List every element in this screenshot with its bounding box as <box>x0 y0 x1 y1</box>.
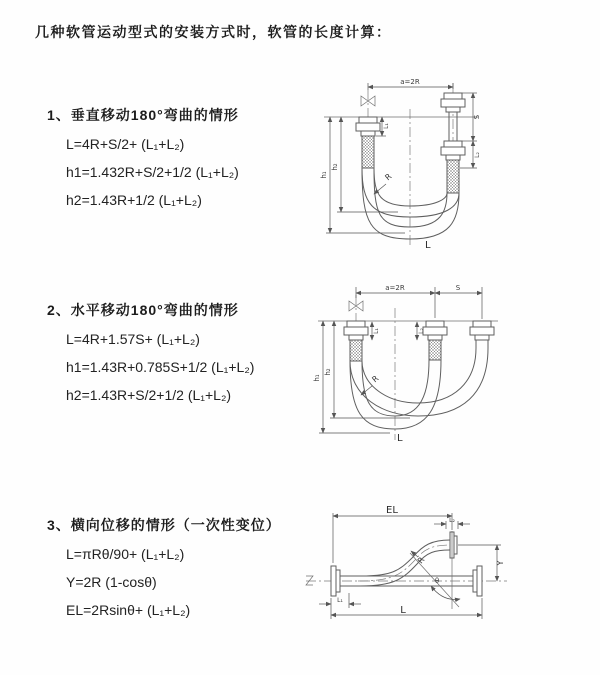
formula-h1: h1=1.432R+S/2+1/2 (L₁+L₂) <box>66 164 239 180</box>
formula-h1: h1=1.43R+0.785S+1/2 (L₁+L₂) <box>66 359 255 375</box>
d2-length-label: L <box>397 433 403 444</box>
formula-h2: h2=1.43R+1/2 (L₁+L₂) <box>66 192 202 208</box>
d2-dim-stroke-label: S <box>455 284 461 292</box>
d2-radius-label: R <box>370 373 381 385</box>
d2-dim-h1-label: h₁ <box>313 374 321 382</box>
d1-length-label: L <box>425 240 431 251</box>
d1-dim-h2-label: h₂ <box>331 163 339 171</box>
d2-dim-l2-label: L₂ <box>418 328 425 334</box>
diagram-vertical-180-bend <box>310 75 580 255</box>
right-flange <box>473 566 482 596</box>
section-1-heading: 1、垂直移动180°弯曲的情形 <box>47 107 239 123</box>
hose-curves <box>350 348 488 429</box>
d1-dim-width-label: a=2R <box>400 78 420 86</box>
d1-dim-h1-label: h₁ <box>320 171 328 179</box>
formula-y: Y=2R (1-cosθ) <box>66 574 157 590</box>
section-horizontal-180 <box>47 300 254 414</box>
section-3-heading: 3、横向位移的情形（一次性变位） <box>47 517 281 533</box>
d3-theta-label: θ <box>434 577 440 585</box>
d3-dim-l1-label: L₁ <box>337 597 343 604</box>
formula-length: L=πRθ/90+ (L₁+L₂) <box>66 546 185 562</box>
formula-el: EL=2Rsinθ+ (L₁+L₂) <box>66 602 191 618</box>
d3-dim-l2-label: L₂ <box>449 517 455 524</box>
section-lateral-displacement <box>47 515 281 629</box>
formula-length: L=4R+S/2+ (L₁+L₂) <box>66 136 185 152</box>
left-fitting <box>356 117 380 168</box>
formula-h2: h2=1.43R+S/2+1/2 (L₁+L₂) <box>66 387 232 403</box>
d1-radius-label: R <box>383 171 394 183</box>
d2-dim-h2-label: h₂ <box>324 368 332 376</box>
left-flange <box>331 566 340 596</box>
diagram-lateral-displacement <box>300 503 590 645</box>
d2-dim-l1-label: L₁ <box>373 328 380 334</box>
diagram-horizontal-180-bend <box>310 278 580 450</box>
left-fitting <box>344 321 368 361</box>
centerline-mark-icon <box>306 576 313 585</box>
centerlines <box>318 287 498 440</box>
section-vertical-180 <box>47 105 239 219</box>
d1-dim-l1-label: L₁ <box>383 123 390 129</box>
upper-flange <box>450 532 457 558</box>
middle-fitting <box>423 321 447 360</box>
d3-dim-y-label: Y <box>496 560 505 566</box>
page-title: 几种软管运动型式的安装方式时，软管的长度计算： <box>35 24 392 40</box>
d2-dim-width-label: a=2R <box>385 284 405 292</box>
right-fitting <box>441 93 465 193</box>
hose-curves <box>362 168 459 239</box>
right-fitting <box>470 321 494 348</box>
formula-length: L=4R+1.57S+ (L₁+L₂) <box>66 331 200 347</box>
d3-length-label: L <box>400 605 406 616</box>
dimensions <box>319 505 505 619</box>
d1-dim-l2-label: L₂ <box>474 152 481 158</box>
d1-dim-stroke-label: S <box>473 114 481 120</box>
dimensions <box>313 284 482 444</box>
d3-dim-el-label: EL <box>386 505 398 516</box>
section-2-heading: 2、水平移动180°弯曲的情形 <box>47 302 239 318</box>
d3-radius-label: R <box>415 555 427 566</box>
